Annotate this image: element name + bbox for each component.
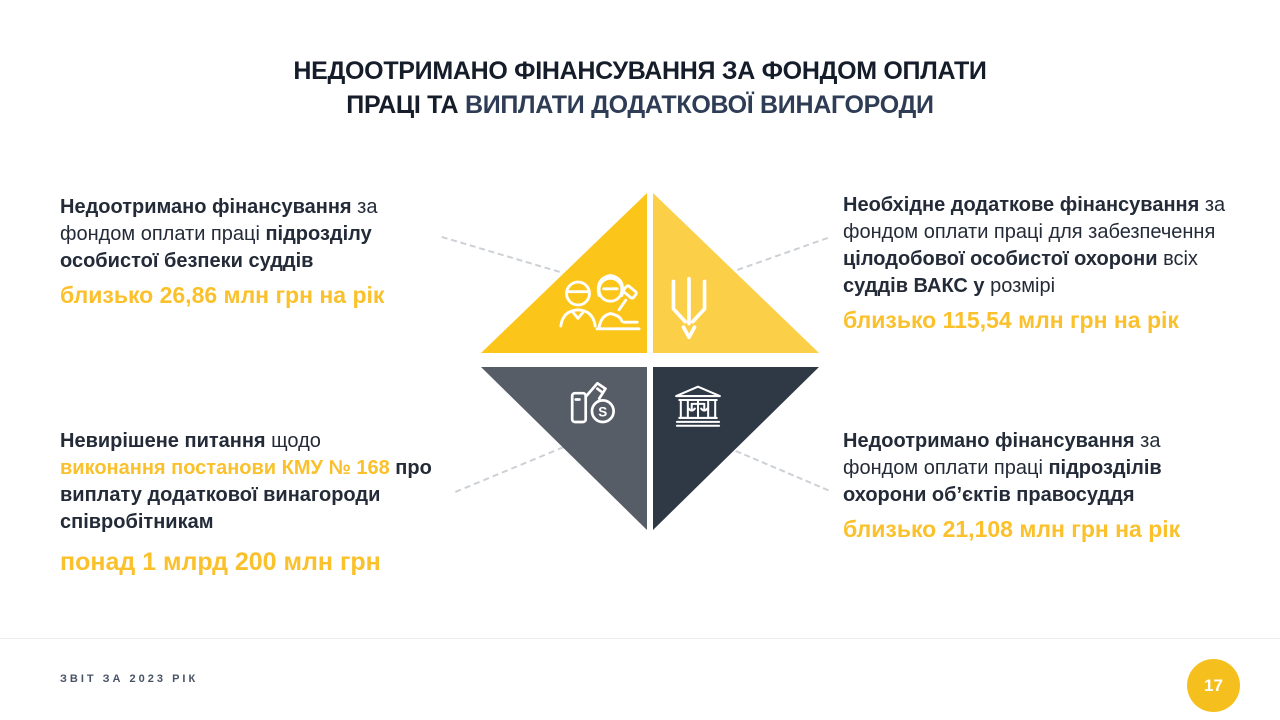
diamond-infographic xyxy=(481,192,819,530)
bl-line3-bold: виплату додаткової винагороди xyxy=(60,484,381,506)
salary-payment-icon xyxy=(565,380,619,428)
tl-line2-regular: фондом оплати праці xyxy=(60,223,266,245)
tr-line2-regular: фондом оплати праці для забезпечення xyxy=(843,221,1216,243)
tr-line4-regular: розмірі xyxy=(984,275,1056,297)
bl-line4-bold: співробітникам xyxy=(60,511,214,533)
tr-amount-value: близько 115,54 млн грн на рік xyxy=(843,307,1179,333)
br-line3-bold: охорони об’єктів правосуддя xyxy=(843,484,1135,506)
text-block-top-left xyxy=(60,194,384,309)
br-amount-value: близько 21,108 млн грн на рік xyxy=(843,516,1181,542)
title-line2-accent: ВИПЛАТИ ДОДАТКОВОЇ ВИНАГОРОДИ xyxy=(464,91,934,119)
diamond-top-right-triangle xyxy=(481,192,819,530)
tr-line3-regular: всіх xyxy=(1157,248,1198,270)
tr-line1-regular: за xyxy=(1199,194,1226,216)
br-line1-regular: за xyxy=(1134,430,1161,452)
bl-line2-yellow: виконання постанови КМУ № 168 xyxy=(60,457,390,479)
text-block-bottom-left xyxy=(60,428,432,576)
bl-line2-bold: про xyxy=(389,457,432,479)
bl-line1-bold: Невирішене питання xyxy=(60,430,266,452)
guard-and-judge-icon xyxy=(557,270,641,340)
br-line1-bold: Недоотримано фінансування xyxy=(843,430,1135,452)
bl-amount-value: понад 1 млрд 200 млн грн xyxy=(60,548,381,576)
tl-line1-regular: за xyxy=(351,196,378,218)
title-line2-plain: ПРАЦІ ТА xyxy=(346,91,465,119)
br-line2-bold: підрозділів xyxy=(1048,457,1162,479)
diamond-bottom-left-triangle xyxy=(481,192,819,530)
diamond-top-left-triangle xyxy=(481,192,819,530)
text-block-top-right xyxy=(843,192,1225,334)
tr-line3-bold: цілодобової особистої охорони xyxy=(843,248,1158,270)
footer-report-label: ЗВІТ ЗА 2023 РІК xyxy=(60,673,199,685)
tl-line1-bold: Недоотримано фінансування xyxy=(60,196,352,218)
coin-letter: S xyxy=(598,404,608,420)
tl-amount-value: близько 26,86 млн грн на рік xyxy=(60,282,385,308)
slide-title xyxy=(0,54,1280,122)
trident-icon xyxy=(665,276,713,340)
br-line2-regular: фондом оплати праці xyxy=(843,457,1049,479)
tr-line1-bold: Необхідне додаткове фінансування xyxy=(843,194,1200,216)
tl-line2-bold: підрозділу xyxy=(265,223,372,245)
text-block-bottom-right xyxy=(843,428,1180,543)
page-number: 17 xyxy=(1204,675,1223,695)
tr-line4-bold: суддів ВАКС у xyxy=(843,275,985,297)
diamond-bottom-right-triangle xyxy=(481,192,819,530)
bl-line1-regular: щодо xyxy=(265,430,321,452)
courthouse-icon xyxy=(673,384,723,430)
title-line1: НЕДООТРИМАНО ФІНАНСУВАННЯ ЗА ФОНДОМ ОПЛАТИ xyxy=(293,57,987,85)
footer-divider xyxy=(0,638,1280,639)
title-line2 xyxy=(0,88,1280,122)
page-number-badge xyxy=(1187,659,1240,712)
tl-line3-bold: особистої безпеки суддів xyxy=(60,250,314,272)
